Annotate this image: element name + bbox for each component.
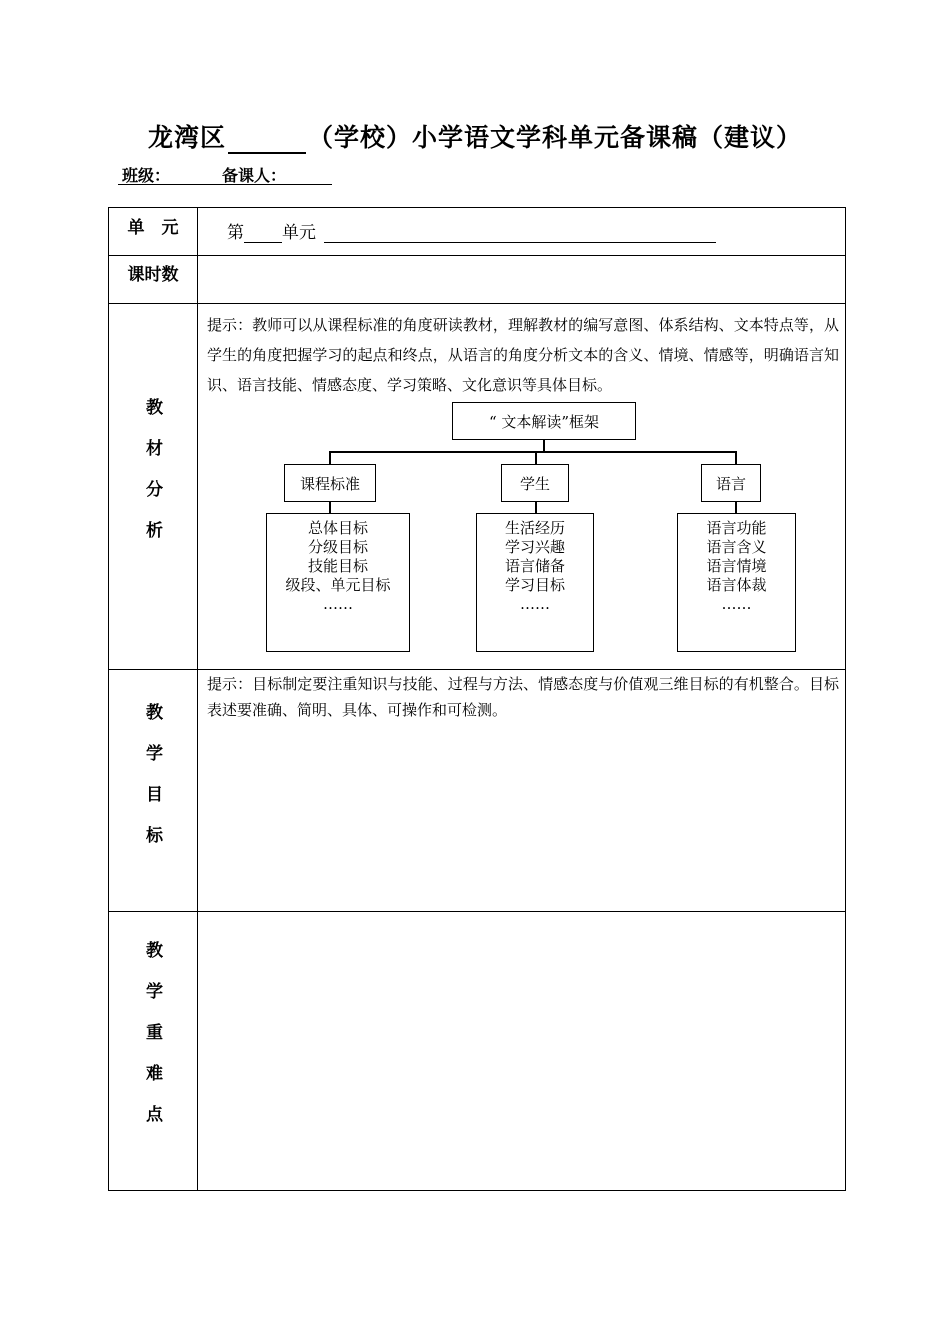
preparer-label: 备课人：	[222, 166, 287, 185]
hours-label: 课时数	[127, 265, 179, 285]
list-item: ……	[721, 595, 752, 613]
list-item: 语言含义	[706, 538, 767, 556]
goals-label: 教学目标	[142, 703, 162, 867]
list-item: 学习兴趣	[504, 538, 565, 556]
list-item: ……	[323, 595, 353, 613]
connector	[329, 451, 736, 453]
lesson-plan-table	[108, 207, 846, 1191]
page-title	[0, 118, 950, 154]
list-item: 总体目标	[307, 519, 368, 537]
class-label: 班级：	[122, 166, 171, 185]
branch-language: 语言	[701, 464, 761, 502]
row-divider	[109, 255, 845, 256]
list-item: 学习目标	[504, 576, 565, 594]
list-item: 技能目标	[307, 557, 368, 575]
student-list	[476, 513, 594, 652]
connector	[735, 451, 737, 465]
material-hint: 提示：教师可以从课程标准的角度研读教材，理解教材的编写意图、体系结构、文本特点等，从学生的角度把握学习的起点和终点，从语言的角度分析文本的含义、情境、情感等，明确语言知识、语言技能、情感态度、学习策略、文化意识等具体目标。	[207, 316, 839, 394]
title-part1: 龙湾区	[147, 123, 226, 152]
branch-curriculum: 课程标准	[284, 464, 376, 502]
unit-prefix: 第	[227, 223, 244, 243]
connector	[329, 451, 331, 465]
framework-root: “ 文本解读”框架	[452, 402, 636, 440]
row-divider	[109, 669, 845, 670]
keypoints-label: 教学重难点	[142, 941, 162, 1146]
school-blank	[228, 126, 306, 154]
list-item: 语言体裁	[706, 576, 767, 594]
unit-title-blank[interactable]	[324, 224, 716, 243]
list-item: 语言储备	[504, 557, 565, 575]
connector	[535, 451, 537, 465]
column-divider	[197, 208, 198, 1190]
branch-student: 学生	[501, 464, 569, 502]
unit-label: 单 元	[127, 218, 179, 238]
unit-suffix: 单元	[282, 223, 316, 243]
list-item: 语言功能	[706, 519, 767, 537]
list-item: 语言情境	[706, 557, 767, 575]
unit-field	[227, 218, 716, 243]
list-item: 生活经历	[504, 519, 565, 537]
material-label: 教材分析	[142, 398, 162, 562]
goals-hint: 提示：目标制定要注重知识与技能、过程与方法、情感态度与价值观三维目标的有机整合。目标表述要准确、简明、具体、可操作和可检测。	[207, 675, 839, 719]
row-divider	[109, 303, 845, 304]
list-item: ……	[520, 595, 550, 613]
curriculum-list	[266, 513, 410, 652]
connector	[535, 502, 537, 513]
title-part2: （学校）小学语文学科单元备课稿（建议）	[308, 123, 803, 152]
connector	[329, 502, 331, 513]
meta-line	[118, 163, 332, 185]
list-item: 级段、单元目标	[285, 576, 391, 594]
connector	[735, 502, 737, 513]
row-divider	[109, 911, 845, 912]
list-item: 分级目标	[307, 538, 368, 556]
language-list	[677, 513, 796, 652]
unit-number-blank[interactable]	[244, 224, 282, 243]
